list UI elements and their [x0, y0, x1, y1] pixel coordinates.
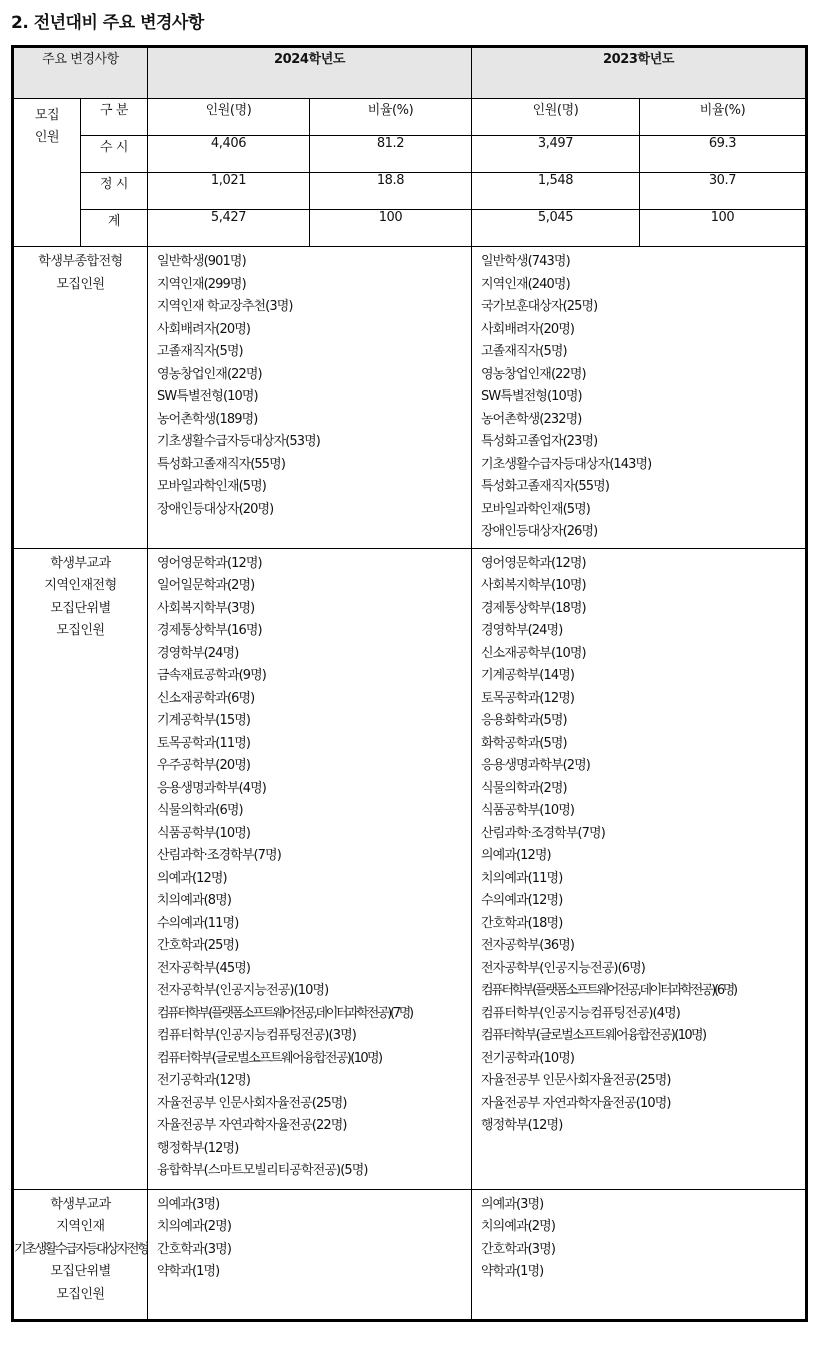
- quota-ratio-2023: 69.3: [640, 136, 807, 173]
- list-item: 응용생명과학부(4명): [157, 780, 266, 796]
- list-item: 컴퓨터학부(인공지능컴퓨팅전공)(3명): [157, 1028, 356, 1043]
- quota-label-line: 인원: [34, 130, 60, 145]
- quota-category: 계: [81, 210, 148, 247]
- list-item: 치의예과(8명): [157, 893, 232, 908]
- list-item: 치의예과(11명): [481, 870, 563, 886]
- header-row: [13, 47, 807, 99]
- quota-ratio-2024: 81.2: [310, 136, 472, 173]
- quota-count-2023: 5,045: [472, 210, 640, 247]
- list-item: 약학과(1명): [481, 1264, 544, 1279]
- list-item: 일어일문학과(2명): [157, 578, 255, 593]
- list-item: 사회배려자(20명): [157, 321, 251, 337]
- list-item: SW특별전형(10명): [481, 389, 582, 404]
- list-item: 사회복지학부(3명): [157, 600, 255, 616]
- list-item: 식품공학부(10명): [481, 803, 575, 818]
- quota-ratio-2024: 100: [310, 210, 472, 247]
- list-item: 전자공학부(인공지능전공)(10명): [157, 983, 329, 998]
- label-line: 학생부종합전형: [38, 254, 123, 269]
- list-item: 의예과(3명): [157, 1196, 220, 1212]
- list-item: 컴퓨터학부(플랫폼소프트웨어전공,데이터과학전공)(6명): [481, 983, 736, 998]
- header-2023: 2023학년도: [472, 47, 807, 99]
- quota-count-2024: 1,021: [148, 173, 310, 210]
- header-2024: 2024학년도: [148, 47, 472, 99]
- list-item: 식물의학과(6명): [157, 803, 243, 818]
- list-item: 영농창업인재(22명): [157, 366, 262, 382]
- list-item: 자율전공부 인문사회자율전공(25명): [157, 1095, 347, 1111]
- list-item: 식물의학과(2명): [481, 780, 567, 796]
- basic-living-list-2023: [472, 1189, 807, 1320]
- list-item: 신소재공학부(10명): [481, 645, 586, 661]
- changes-table: [11, 45, 808, 1322]
- list-item: 컴퓨터학부(플랫폼소프트웨어전공,데이터과학전공)(7명): [157, 1005, 412, 1021]
- quota-count-2023: 3,497: [472, 136, 640, 173]
- list-item: 의예과(12명): [481, 848, 551, 863]
- list-item: 수의예과(12명): [481, 893, 563, 908]
- list-item: 농어촌학생(189명): [157, 411, 258, 427]
- label-line: 모집인원: [56, 1286, 105, 1302]
- quota-ratio-2024: 18.8: [310, 173, 472, 210]
- list-item: 경제통상학부(18명): [481, 600, 586, 616]
- col-count-2024: 인원(명): [148, 99, 310, 136]
- label-line: 학생부교과: [50, 1196, 111, 1212]
- regional-list-2024: [148, 548, 472, 1189]
- label-line: 모집인원: [56, 276, 105, 292]
- list-item: 화학공학과(5명): [481, 735, 567, 751]
- list-item: 간호학과(25명): [157, 938, 239, 953]
- list-item: 간호학과(18명): [481, 915, 563, 931]
- list-item: 자율전공부 자연과학자율전공(10명): [481, 1095, 671, 1111]
- quota-category: 정 시: [81, 173, 148, 210]
- list-item: 모바일과학인재(5명): [157, 479, 266, 494]
- list-item: 컴퓨터학부(글로벌소프트웨어융합전공)(10명): [157, 1050, 382, 1066]
- list-item: 전기공학과(10명): [481, 1050, 575, 1066]
- quota-header-row: [13, 99, 807, 136]
- comprehensive-list-2024: [148, 247, 472, 549]
- label-line: 지역인재: [56, 1219, 105, 1234]
- regional-row: [13, 548, 807, 1189]
- list-item: 컴퓨터학부(글로벌소프트웨어융합전공)(10명): [481, 1028, 706, 1043]
- quota-category: 수 시: [81, 136, 148, 173]
- comprehensive-row: [13, 247, 807, 549]
- list-item: 모바일과학인재(5명): [481, 501, 590, 517]
- col-category: 구 분: [81, 99, 148, 136]
- list-item: 고졸재직자(5명): [157, 344, 243, 359]
- list-item: 농어촌학생(232명): [481, 411, 582, 427]
- col-ratio-2024: 비율(%): [310, 99, 472, 136]
- col-count-2023: 인원(명): [472, 99, 640, 136]
- regional-list-2023: [472, 548, 807, 1189]
- label-line: 모집단위별: [50, 1264, 111, 1279]
- comprehensive-label: [13, 247, 148, 549]
- list-item: 영어영문학과(12명): [157, 555, 262, 571]
- list-item: 기초생활수급자등대상자(143명): [481, 456, 652, 472]
- list-item: 의예과(12명): [157, 870, 227, 886]
- list-item: 사회복지학부(10명): [481, 578, 586, 593]
- list-item: 기초생활수급자등대상자(53명): [157, 434, 320, 449]
- quota-ratio-2023: 30.7: [640, 173, 807, 210]
- list-item: 산림과학·조경학부(7명): [157, 848, 281, 863]
- header-label: 주요 변경사항: [13, 47, 148, 99]
- basic-living-row: [13, 1189, 807, 1320]
- basic-living-label: [13, 1189, 148, 1320]
- quota-count-2024: 5,427: [148, 210, 310, 247]
- list-item: 특성화고졸재직자(55명): [157, 456, 286, 472]
- list-item: 산림과학·조경학부(7명): [481, 825, 605, 841]
- list-item: 식품공학부(10명): [157, 825, 251, 841]
- list-item: 응용생명과학부(2명): [481, 758, 590, 773]
- list-item: 자율전공부 인문사회자율전공(25명): [481, 1073, 671, 1088]
- list-item: 신소재공학과(6명): [157, 690, 255, 706]
- list-item: 지역인재(240명): [481, 276, 570, 292]
- list-item: 자율전공부 자연과학자율전공(22명): [157, 1118, 347, 1133]
- quota-label-line: 모집: [34, 108, 60, 123]
- list-item: 간호학과(3명): [157, 1241, 232, 1257]
- list-item: 경제통상학부(16명): [157, 623, 262, 638]
- list-item: 장애인등대상자(20명): [157, 501, 274, 517]
- list-item: 국가보훈대상자(25명): [481, 299, 598, 314]
- list-item: 장애인등대상자(26명): [481, 524, 598, 539]
- label-line: 지역인재전형: [44, 578, 117, 593]
- list-item: SW특별전형(10명): [157, 389, 258, 404]
- list-item: 전기공학과(12명): [157, 1073, 251, 1088]
- list-item: 특성화고졸업자(23명): [481, 434, 598, 449]
- list-item: 영어영문학과(12명): [481, 555, 586, 571]
- list-item: 일반학생(743명): [481, 254, 570, 269]
- label-line: 기초생활수급자등대상자전형: [14, 1241, 148, 1257]
- list-item: 약학과(1명): [157, 1264, 220, 1279]
- quota-count-2023: 1,548: [472, 173, 640, 210]
- list-item: 금속재료공학과(9명): [157, 668, 266, 683]
- list-item: 행정학부(12명): [157, 1140, 239, 1156]
- list-item: 간호학과(3명): [481, 1241, 556, 1257]
- list-item: 치의예과(2명): [157, 1219, 232, 1234]
- list-item: 지역인재 학교장추천(3명): [157, 299, 293, 314]
- regional-label: [13, 548, 148, 1189]
- list-item: 토목공학과(12명): [481, 690, 575, 706]
- col-ratio-2023: 비율(%): [640, 99, 807, 136]
- quota-ratio-2023: 100: [640, 210, 807, 247]
- list-item: 기계공학부(15명): [157, 713, 251, 728]
- label-line: 학생부교과: [50, 555, 111, 571]
- quota-row: [13, 173, 807, 210]
- list-item: 경영학부(24명): [481, 623, 563, 638]
- list-item: 전자공학부(45명): [157, 960, 251, 976]
- list-item: 영농창업인재(22명): [481, 366, 586, 382]
- basic-living-list-2024: [148, 1189, 472, 1320]
- label-line: 모집단위별: [50, 600, 111, 616]
- section-title: 2. 전년대비 주요 변경사항: [11, 13, 204, 33]
- quota-row: [13, 136, 807, 173]
- label-line: 모집인원: [56, 623, 105, 638]
- list-item: 컴퓨터학부(인공지능컴퓨팅전공)(4명): [481, 1005, 680, 1021]
- quota-row-label: [13, 99, 81, 247]
- quota-count-2024: 4,406: [148, 136, 310, 173]
- list-item: 치의예과(2명): [481, 1219, 556, 1234]
- list-item: 융합학부(스마트모빌리티공학전공)(5명): [157, 1163, 368, 1178]
- list-item: 특성화고졸재직자(55명): [481, 479, 610, 494]
- list-item: 토목공학과(11명): [157, 735, 251, 751]
- list-item: 수의예과(11명): [157, 915, 239, 931]
- list-item: 기계공학부(14명): [481, 668, 575, 683]
- list-item: 고졸재직자(5명): [481, 344, 567, 359]
- list-item: 응용화학과(5명): [481, 713, 567, 728]
- list-item: 일반학생(901명): [157, 254, 246, 269]
- list-item: 행정학부(12명): [481, 1118, 563, 1133]
- list-item: 사회배려자(20명): [481, 321, 575, 337]
- list-item: 전자공학부(인공지능전공)(6명): [481, 960, 645, 976]
- list-item: 전자공학부(36명): [481, 938, 575, 953]
- list-item: 지역인재(299명): [157, 276, 246, 292]
- quota-row: [13, 210, 807, 247]
- comprehensive-list-2023: [472, 247, 807, 549]
- list-item: 경영학부(24명): [157, 645, 239, 661]
- list-item: 우주공학부(20명): [157, 758, 251, 773]
- list-item: 의예과(3명): [481, 1196, 544, 1212]
